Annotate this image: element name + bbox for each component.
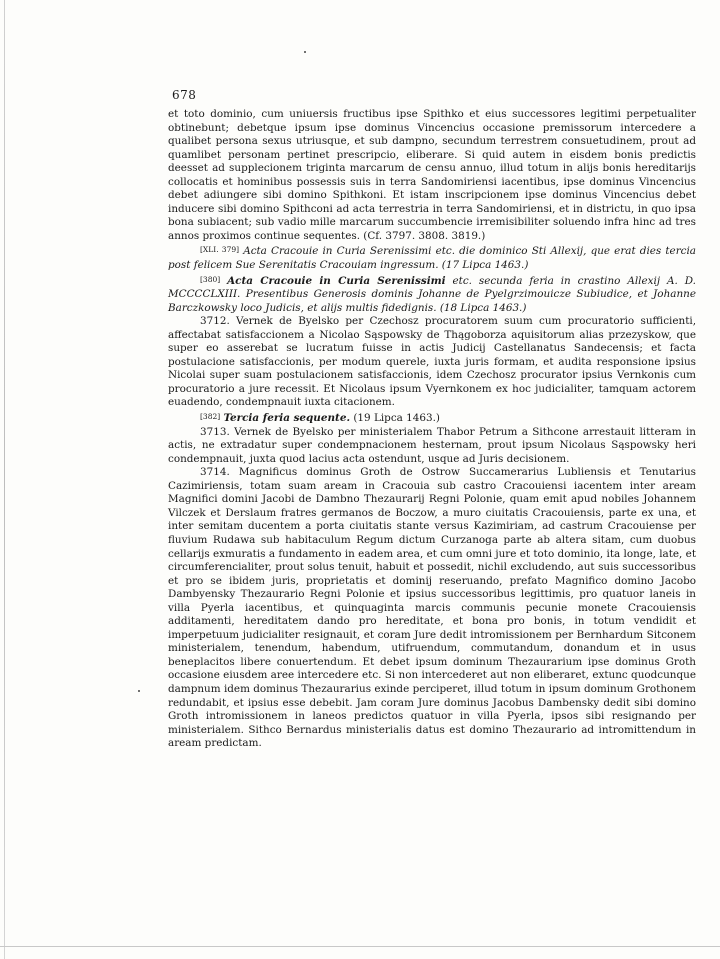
heading-380-number: [380] — [200, 274, 221, 284]
heading-379-text: Acta Cracouie in Curia Serenissimi etc. die dominico Sti Allexij, que erat dies tercia post felicem Sue Serenitatis Cracouiam ingressum. (17 Lipca 1463.) — [168, 245, 697, 272]
entry-3712: 3712. Vernek de Byelsko per Czechosz procuratorem suum cum procuratorio sufficienti, affectabat satisfaccionem a Nicolao Sąspowsky de Thągoborza aquisitorum alias przezyskow, que super eo asserebat se lucratum fuisse in actis Judicij Castellanatus Sandecensis; et facta postulacione satisfaccionis, per modum querele, iuxta juris formam, et audita responsione ipsius Nicolai super suam postulacionem satisfaccionis, idem Czechosz procurator ipsius Vernkonis cum procuratorio a jure recessit. Et Nicolaus ipsum Vyernkonem ex hoc judicialiter, tamquam actorem euadendo, condempnauit iuxta citacionem. — [168, 315, 696, 409]
heading-380-text: etc. secunda feria in crastino Allexij A. D. MCCCCLXIII. Presentibus Generosis dominis Johanne de Pyelgrzimouicze Subiudice, et Johanne Barczkowsky loco Judicis, et alijs multis fidedignis. (18 Lipca 1463.) — [168, 274, 696, 314]
entry-3713: 3713. Vernek de Byelsko per ministerialem Thabor Petrum a Sithcone arrestauit litteram in actis, ne extradatur super condempnacionem hesternam, prout ipsum Nicolaus Sąspowsky heri condempnauit, juxta quod lacius acta ostendunt, usque ad Juris decisionem. — [168, 425, 696, 465]
speck-mark — [304, 51, 306, 53]
heading-382-title: Tercia feria sequente. — [223, 412, 351, 425]
heading-379 — [168, 243, 696, 272]
heading-380-title: Acta Cracouie in Curia Serenissimi — [227, 274, 446, 287]
page-number: 678 — [172, 88, 197, 102]
page-bottom-edge — [0, 946, 720, 947]
heading-379-number: [XLI. 379] — [200, 245, 240, 255]
heading-382 — [168, 410, 696, 426]
heading-380 — [168, 273, 696, 316]
entry-3714: 3714. Magnificus dominus Groth de Ostrow Succamerarius Lubliensis et Tenutarius Cazimiriensis, totam suam aream in Cracouia sub castro Cracouiensi iacentem inter aream Magnifici domini Jacobi de Dambno Thezaurarij Regni Polonie, quam emit apud nobiles Johannem Vilczek et Derslaum fratres germanos de Boczow, a muro ciuitatis Cracouiensis, parte ex una, et inter semitam ducentem a porta ciuitatis stante versus Kazimiriam, ad castrum Cracouiense per fluvium Rudawa sub habitaculum Regum dictum Curzanoga parte ab altera sitam, cum duobus cellarijs exmuratis a fundamento in eadem area, et cum omni jure et toto dominio, ita longe, late, et circumferencialiter, prout solus tenuit, habuit et possedit, nichil excludendo, aut suis successoribus et pro se ibidem juris, proprietatis et dominij reseruando, prefato Magnifico domino Jacobo Dambyensky Thezaurario Regni Polonie et ipsius successoribus legittimis, pro quatuor laneis in villa Pyerla iacentibus, et quinquaginta marcis communis pecunie monete Cracouiensis additamenti, hereditatem dando pro hereditate, et bona pro bonis, in totum vendidit et imperpetuum judicialiter resignauit, et coram Jure dedit intromissionem per Bernhardum Sitconem ministerialem, tenendum, habendum, utifruendum, commutandum, donandum et in usus beneplacitos libere conuertendum. Et debet ipsum dominum Thezaurarium ipse dominus Groth occasione eiusdem aree intercedere etc. Si non intercederet aut non eliberaret, extunc quodcunque dampnum idem dominus Thezaurarius exinde perciperet, illud totum in ipsum dominum Grothonem redundabit, et ipsius esse debebit. Jam coram Jure dominus Jacobus Dambensky dedit sibi domino Groth intromissionem in laneos predictos quatuor in villa Pyerla, ipsos sibi resignando per ministerialem. Sithco Bernardus ministerialis datus est domino Thezaurario ad intromittendum in aream predictam. — [168, 466, 696, 750]
speck-mark — [138, 690, 140, 692]
document-body — [168, 108, 696, 751]
heading-382-number: [382] — [200, 412, 221, 422]
paragraph-continued: et toto dominio, cum uniuersis fructibus ipse Spithko et eius successores legitimi perpetualiter obtinebunt; debetque ipsum ipse dominus Vincencius occasione premissorum intercedere a qualibet persona sexus utriusque, et sub dampno, secundum terrestrem consuetudinem, prout ad quamlibet personam pertinet prescripcio, eliberare. Si quid autem in eisdem bonis predictis deesset ad supplecionem triginta marcarum de censu annuo, illud totum in alijs bonis hereditarijs collocatis et hominibus possessis suis in terra Sandomiriensi iacentibus, ipse dominus Vincencius debet adiungere sibi domino Spithkoni. Et istam inscripcionem ipse dominus Vincencius debet inducere sibi domino Spithconi ad acta terrestria in terra Sandomiriensi, et in districtu, in quo ipsa bona subiacent; sub vadio mille marcarum succumbencie irremisibiliter soluendo infra hinc ad tres annos proximos continue sequentes. (Cf. 3797. 3808. 3819.) — [168, 108, 696, 242]
heading-382-date: (19 Lipca 1463.) — [353, 412, 440, 425]
page-left-edge — [4, 0, 5, 959]
